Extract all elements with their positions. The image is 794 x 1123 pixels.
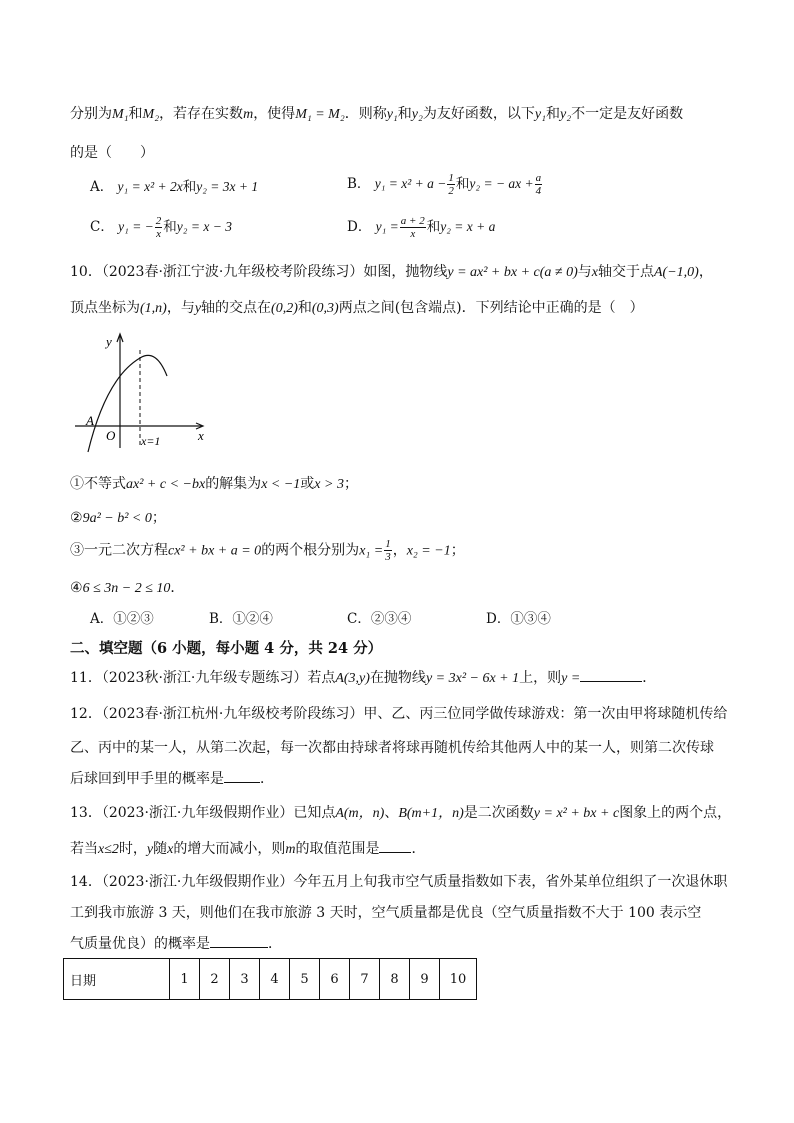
q10-choice-b[interactable]: B．①②④ <box>209 611 273 627</box>
y-label: y <box>106 334 112 349</box>
table-cell: 5 <box>290 959 320 1000</box>
q9-option-b[interactable]: B． y₁ = x² + a − $\frac{1}{2}$ 和y₂ = − ax + $\frac{a}{4}$ <box>347 172 542 197</box>
q9-stem-line1: 分别为M₁和M₂，若存在实数m，使得M₁ = M₂．则称y₁和y₂为友好函数，以下y₁和y₂不一定是友好函数 <box>70 106 684 122</box>
q9-option-a[interactable]: A． y₁ = x² + 2x和y₂ = 3x + 1 <box>90 179 259 195</box>
fraction: $\frac{1}{3}$ <box>385 538 391 563</box>
table-cell: 7 <box>350 959 380 1000</box>
q12-line1: 12．（2023春·浙江杭州·九年级校考阶段练习）甲、乙、丙三位同学做传球游戏：第一次由甲将球随机传给 <box>70 706 728 722</box>
q10-statement-1: ①不等式ax² + c < −bx的解集为x < −1或x > 3； <box>70 476 358 492</box>
table-cell: 1 <box>170 959 200 1000</box>
q10-stem-line1: 10．（2023春·浙江宁波·九年级校考阶段练习）如图，抛物线y = ax² + bx + c(a ≠ 0)与x轴交于点A(−1,0)， <box>70 264 713 280</box>
q14-line2: 工到我市旅游 3 天，则他们在我市旅游 3 天时，空气质量都是优良（空气质量指数不大于 100 表示空 <box>70 905 702 921</box>
table-header-cell: 日期 <box>64 959 170 1000</box>
table-cell: 3 <box>230 959 260 1000</box>
fraction: $\frac{2}{x}$ <box>155 215 162 240</box>
point-a-label: A <box>86 413 94 428</box>
table-cell: 9 <box>410 959 440 1000</box>
q10-statement-2: ②9a² − b² < 0； <box>70 510 166 526</box>
answer-blank[interactable] <box>210 933 268 948</box>
q9-option-d[interactable]: D． y₁ = $\frac{a + 2}{x}$ 和y₂ = x + a <box>347 215 496 240</box>
table-row <box>64 959 477 1000</box>
answer-blank[interactable] <box>224 768 260 783</box>
q12-line2: 乙、丙中的某一人，从第二次起，每一次都由持球者将球再随机传给其他两人中的某一人，则第二次传球 <box>70 740 714 756</box>
answer-blank[interactable] <box>379 838 411 853</box>
fraction: $\frac{a + 2}{x}$ <box>400 215 425 240</box>
q9-stem-line2: 的是（ ） <box>70 145 154 161</box>
axis-label: x=1 <box>141 434 161 448</box>
q9-option-c[interactable]: C． y₁ = − $\frac{2}{x}$ 和y₂ = x − 3 <box>90 215 232 240</box>
fraction: $\frac{1}{2}$ <box>448 172 454 197</box>
x-label: x <box>198 428 204 443</box>
parabola-graph <box>70 328 220 453</box>
table-cell: 10 <box>440 959 477 1000</box>
table-cell: 2 <box>200 959 230 1000</box>
q10-choice-c[interactable]: C．②③④ <box>347 611 412 627</box>
q10-choice-a[interactable]: A．①②③ <box>90 611 154 627</box>
q10-statement-4: ④6 ≤ 3n − 2 ≤ 10． <box>70 580 185 596</box>
section-heading: 二、填空题（6 小题，每小题 4 分，共 24 分） <box>70 640 383 657</box>
q11-stem: 11．（2023秋·浙江·九年级专题练习）若点A(3,y)在抛物线y = 3x² − 6x + 1上，则y = ． <box>70 667 754 689</box>
q14-line1: 14．（2023·浙江·九年级假期作业）今年五月上旬我市空气质量指数如下表，省外某单位组织了一次退休职 <box>70 874 728 890</box>
q10-choice-d[interactable]: D．①③④ <box>486 611 551 627</box>
table-cell: 8 <box>380 959 410 1000</box>
answer-blank[interactable] <box>580 667 642 682</box>
q13-line1: 13．（2023·浙江·九年级假期作业）已知点A(m，n)、B(m+1，n)是二次函数y = x² + bx + c图象上的两个点， <box>70 805 732 821</box>
table-cell: 4 <box>260 959 290 1000</box>
origin-label: O <box>106 428 116 443</box>
q10-stem-line2: 顶点坐标为(1,n)，与y轴的交点在(0,2)和(0,3)两点之间(包含端点)．下列结论中正确的是（ ） <box>70 300 644 316</box>
fraction: $\frac{a}{4}$ <box>535 172 542 197</box>
air-quality-table <box>63 958 477 1000</box>
q10-statement-3: ③一元二次方程cx² + bx + a = 0的两个根分别为x₁ = $\frac{1}{3}$ ，x₂ = −1； <box>70 538 465 563</box>
q14-line3: 气质量优良）的概率是 ． <box>70 933 754 954</box>
q12-line3: 后球回到甲手里的概率是 ． <box>70 768 754 789</box>
table-cell: 6 <box>320 959 350 1000</box>
q13-line2: 若当x≤2时，y随x的增大而减小，则m的取值范围是 ． <box>70 838 754 860</box>
